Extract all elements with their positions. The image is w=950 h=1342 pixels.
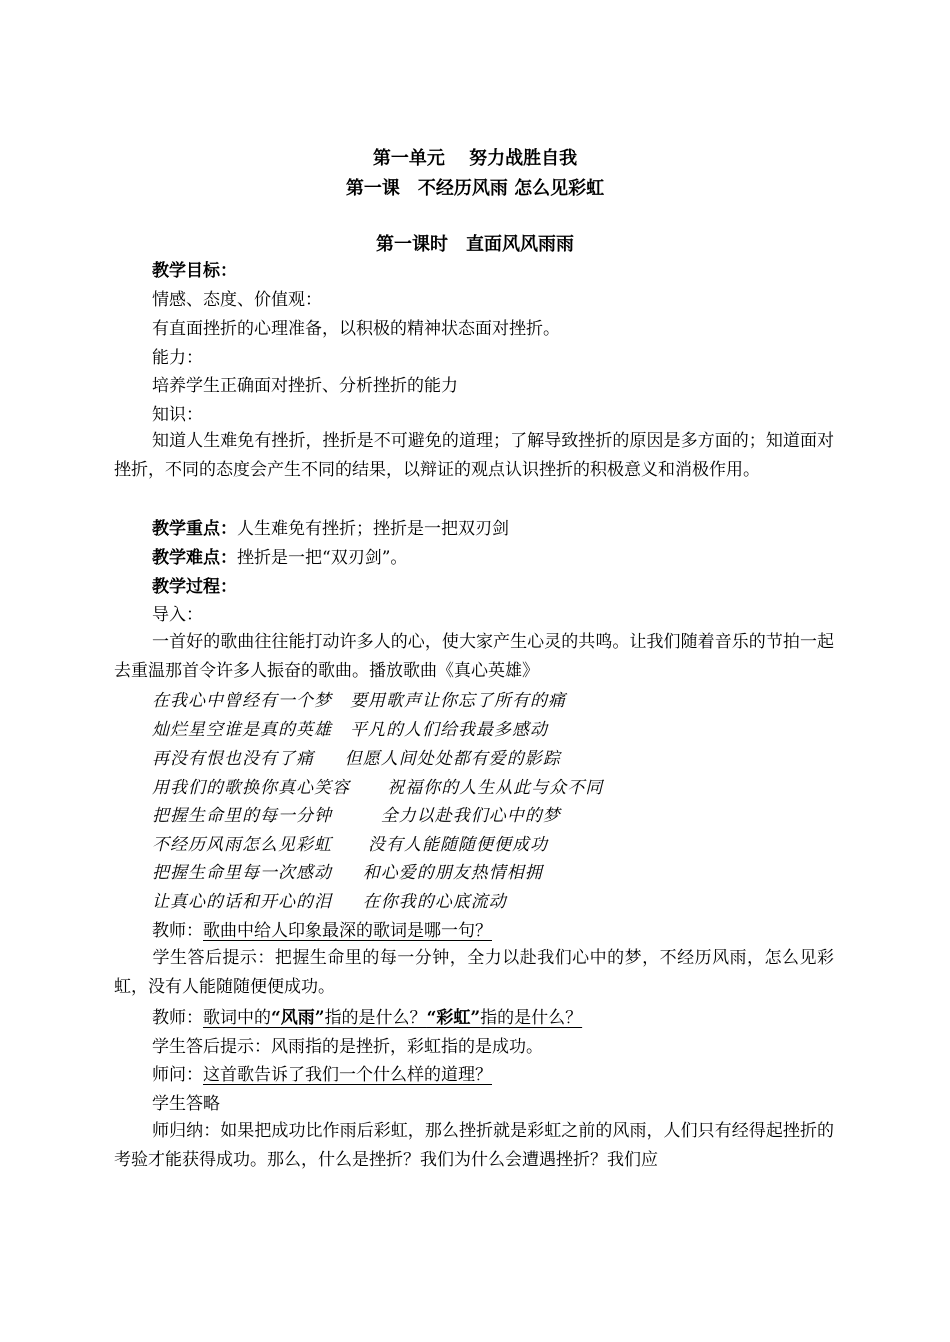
lyric-line: 把握生命里的每一分钟 全力以赴我们心中的梦 <box>152 806 561 826</box>
ability-text: 培养学生正确面对挫折、分析挫折的能力 <box>152 376 458 396</box>
key-point-text: 人生难免有挫折；挫折是一把双刃剑 <box>237 519 509 539</box>
lyric-line: 不经历风雨怎么见彩虹 没有人能随随便便成功 <box>152 835 548 855</box>
question-part: 歌词中的 <box>203 1008 271 1028</box>
question-keyword-caihong: “彩虹” <box>426 1008 481 1028</box>
knowledge-paragraph <box>114 427 834 485</box>
emotion-text: 有直面挫折的心理准备，以积极的精神状态面对挫折。 <box>152 319 560 339</box>
emotion-label: 情感、态度、价值观： <box>152 290 322 310</box>
difficulty-text: 挫折是一把“双刃剑”。 <box>237 548 408 568</box>
process-label: 教学过程： <box>152 577 237 597</box>
teacher-question-text <box>203 1008 582 1028</box>
lyric-line: 再没有恨也没有了痛 但愿人间处处都有爱的影踪 <box>152 749 561 769</box>
teacher-question-3 <box>152 1064 492 1086</box>
student-answer-3: 学生答略 <box>152 1094 220 1114</box>
student-answer-2: 学生答后提示：风雨指的是挫折，彩虹指的是成功。 <box>152 1037 543 1057</box>
teacher-label: 师问： <box>152 1065 203 1085</box>
lyric-line: 让真心的话和开心的泪 在你我的心底流动 <box>152 892 507 912</box>
lyric-line: 把握生命里每一次感动 和心爱的朋友热情相拥 <box>152 863 543 883</box>
unit-heading: 第一单元 努力战胜自我 <box>372 148 578 169</box>
key-point-label: 教学重点： <box>152 519 237 539</box>
difficulty <box>152 547 407 569</box>
teacher-question-text: 歌曲中给人印象最深的歌词是哪一句？ <box>203 921 492 941</box>
teacher-summary-text: 师归纳：如果把成功比作雨后彩虹，那么挫折就是彩虹之前的风雨，人们只有经得起挫折的考验才能获得成功。那么，什么是挫折？我们为什么会遭遇挫折？我们应 <box>114 1121 834 1170</box>
lesson-heading: 第一课 不经历风雨 怎么见彩虹 <box>345 178 605 199</box>
intro-text: 一首好的歌曲往往能打动许多人的心，使大家产生心灵的共鸣。让我们随着音乐的节拍一起去重温那首令许多人振奋的歌曲。播放歌曲《真心英雄》 <box>114 632 834 681</box>
key-point <box>152 518 509 540</box>
question-part: 指的是什么？ <box>324 1008 427 1028</box>
question-part: 指的是什么？ <box>480 1008 583 1028</box>
period-heading: 第一课时 直面风风雨雨 <box>376 234 574 255</box>
teacher-question-text: 这首歌告诉了我们一个什么样的道理？ <box>203 1065 492 1085</box>
student-answer-text: 学生答后提示：把握生命里的每一分钟，全力以赴我们心中的梦，不经历风雨，怎么见彩虹，没有人能随随便便成功。 <box>114 948 834 997</box>
lyric-line: 灿烂星空谁是真的英雄 平凡的人们给我最多感动 <box>152 720 548 740</box>
question-keyword-fengyu: “风雨” <box>271 1008 325 1028</box>
difficulty-label: 教学难点： <box>152 548 237 568</box>
lyric-line: 在我心中曾经有一个梦 要用歌声让你忘了所有的痛 <box>152 691 566 711</box>
teacher-summary <box>114 1117 834 1175</box>
teacher-question-2 <box>152 1007 582 1029</box>
knowledge-text: 知道人生难免有挫折，挫折是不可避免的道理；了解导致挫折的原因是多方面的；知道面对挫折，不同的态度会产生不同的结果，以辩证的观点认识挫折的积极意义和消极作用。 <box>114 431 834 480</box>
goals-label: 教学目标： <box>152 261 237 281</box>
ability-label: 能力： <box>152 348 203 368</box>
intro-label: 导入： <box>152 605 203 625</box>
knowledge-label: 知识： <box>152 405 203 425</box>
intro-paragraph <box>114 628 834 686</box>
teacher-question-1 <box>152 920 492 942</box>
lyric-line: 用我们的歌换你真心笑容 祝福你的人生从此与众不同 <box>152 778 604 798</box>
teacher-label: 教师： <box>152 1008 203 1028</box>
teacher-label: 教师： <box>152 921 203 941</box>
student-answer-1 <box>114 944 834 1002</box>
